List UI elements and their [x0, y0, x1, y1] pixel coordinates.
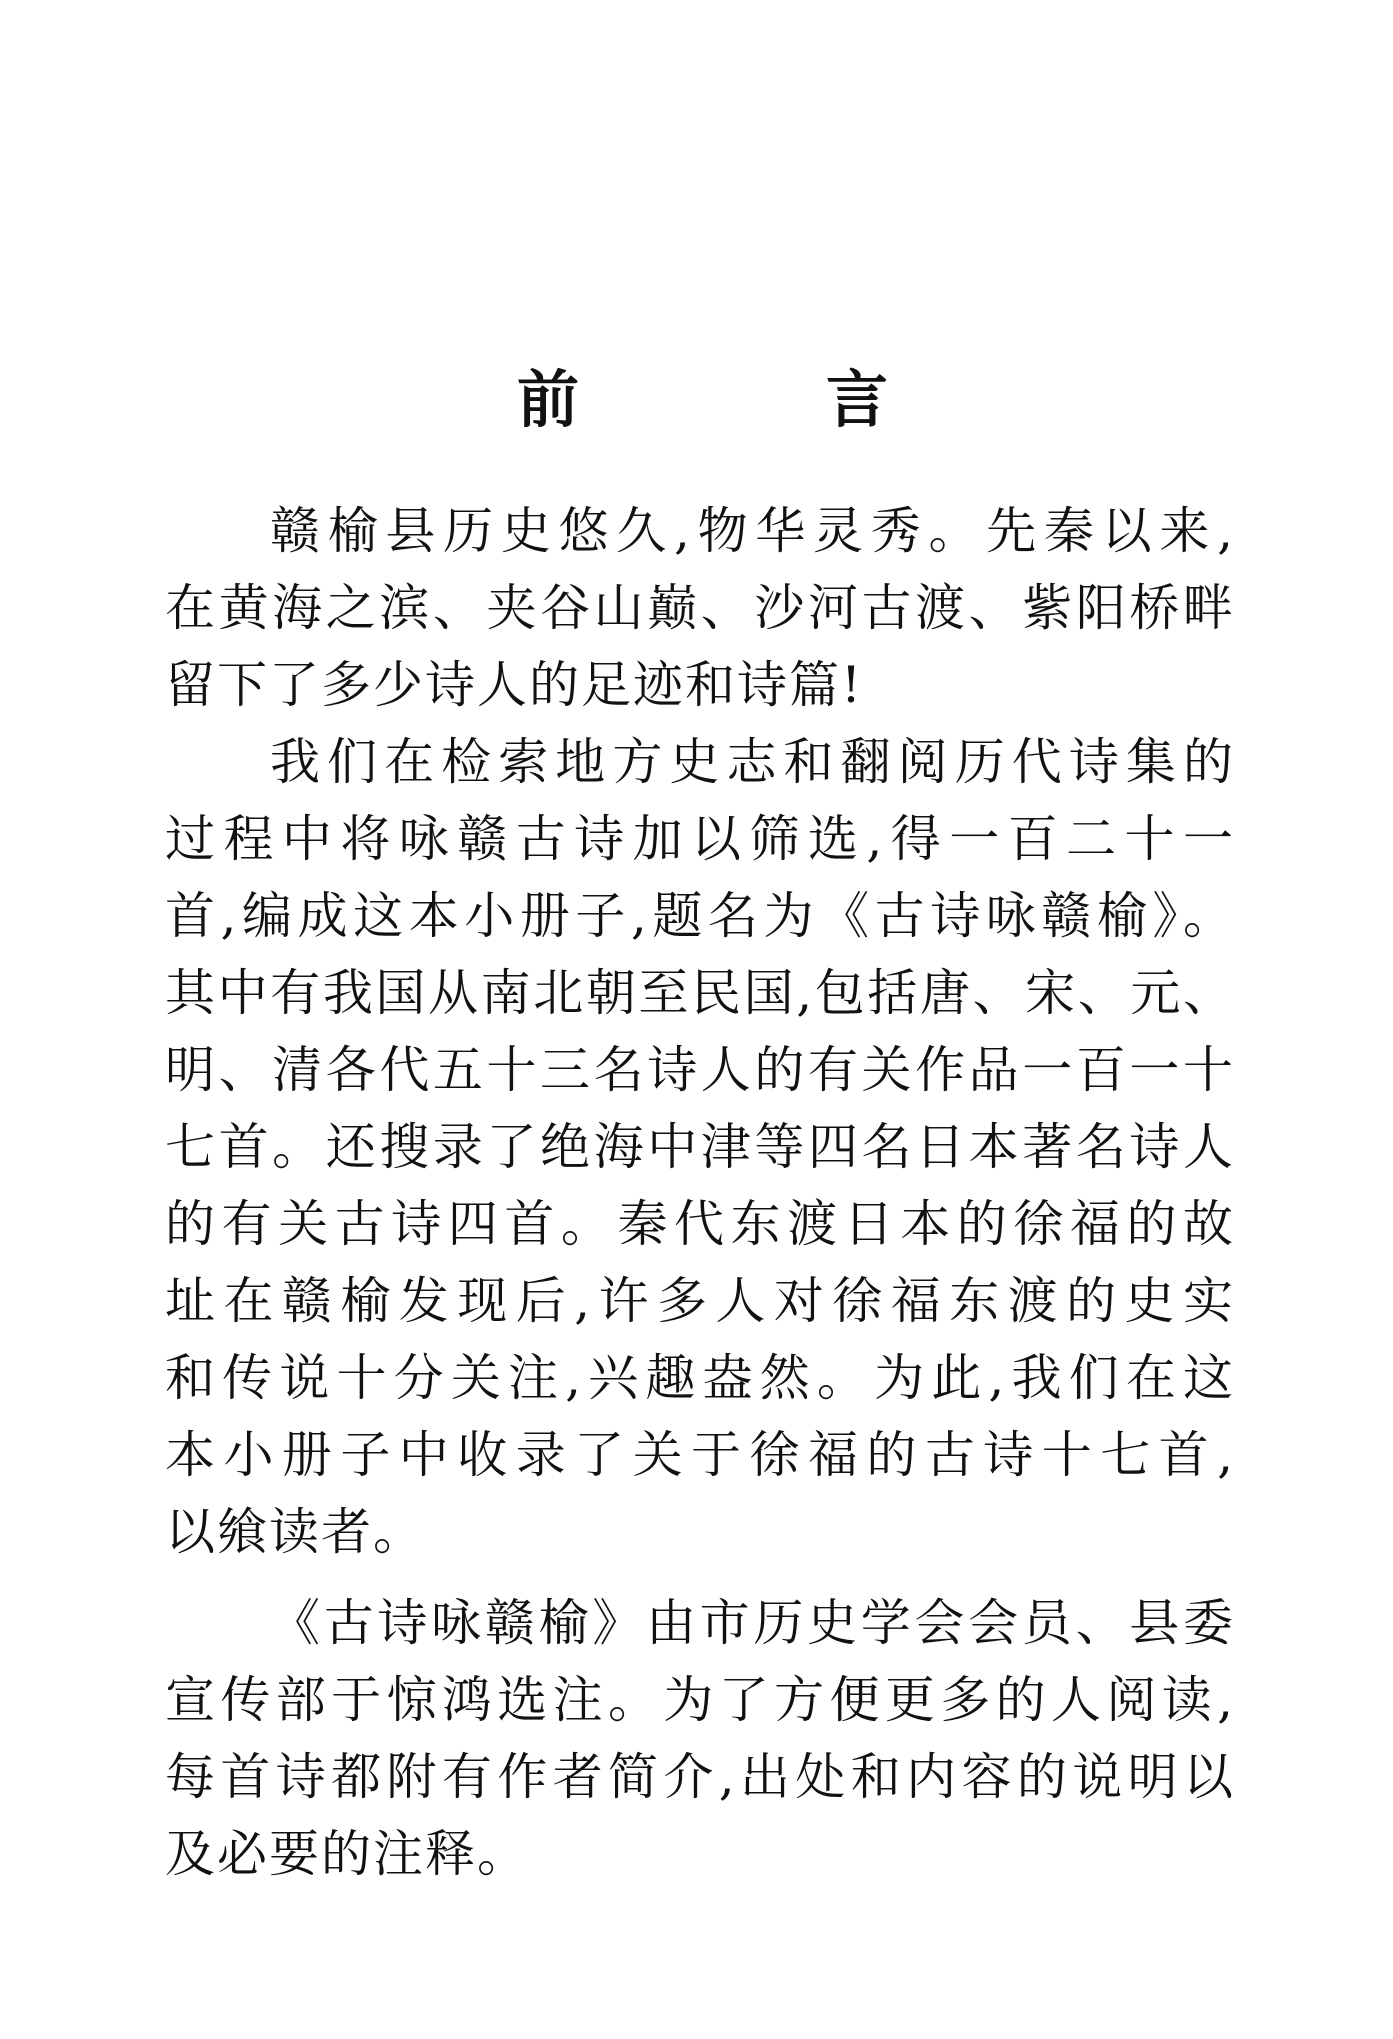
text-line: 留下了多少诗人的足迹和诗篇! [165, 656, 864, 714]
text-line: 在黄海之滨、夹谷山巅、沙河古渡、紫阳桥畔 [165, 579, 1235, 637]
text-line: 的有关古诗四首。秦代东渡日本的徐福的故 [165, 1195, 1235, 1253]
text-line: 我们在检索地方史志和翻阅历代诗集的 [270, 733, 1235, 791]
title-char-2: 言 [826, 363, 889, 436]
text-line: 以飨读者。 [165, 1503, 425, 1561]
text-line: 明、清各代五十三名诗人的有关作品一百一十 [165, 1041, 1235, 1099]
text-line: 过程中将咏赣古诗加以筛选,得一百二十一 [165, 810, 1235, 868]
text-line: 宣传部于惊鸿选注。为了方便更多的人阅读, [165, 1671, 1235, 1729]
text-line: 本小册子中收录了关于徐福的古诗十七首, [165, 1426, 1235, 1484]
text-line: 和传说十分关注,兴趣盎然。为此,我们在这 [165, 1349, 1235, 1407]
text-line: 其中有我国从南北朝至民国,包括唐、宋、元、 [165, 964, 1235, 1022]
text-line: 每首诗都附有作者简介,出处和内容的说明以 [165, 1748, 1235, 1806]
title-char-1: 前 [517, 363, 580, 436]
page-title [0, 355, 1393, 445]
text-line: 《古诗咏赣榆》由市历史学会会员、县委 [270, 1594, 1235, 1652]
text-line: 赣榆县历史悠久,物华灵秀。先秦以来, [270, 502, 1235, 560]
preface-body [165, 493, 1235, 1893]
paragraph-1 [165, 493, 1235, 724]
text-line: 七首。还搜录了绝海中津等四名日本著名诗人 [165, 1118, 1235, 1176]
text-line: 及必要的注释。 [165, 1825, 529, 1883]
text-line: 首,编成这本小册子,题名为《古诗咏赣榆》。 [165, 887, 1235, 945]
text-line: 址在赣榆发现后,许多人对徐福东渡的史实 [165, 1272, 1235, 1330]
paragraph-2 [165, 724, 1235, 1571]
paragraph-3 [165, 1585, 1235, 1893]
